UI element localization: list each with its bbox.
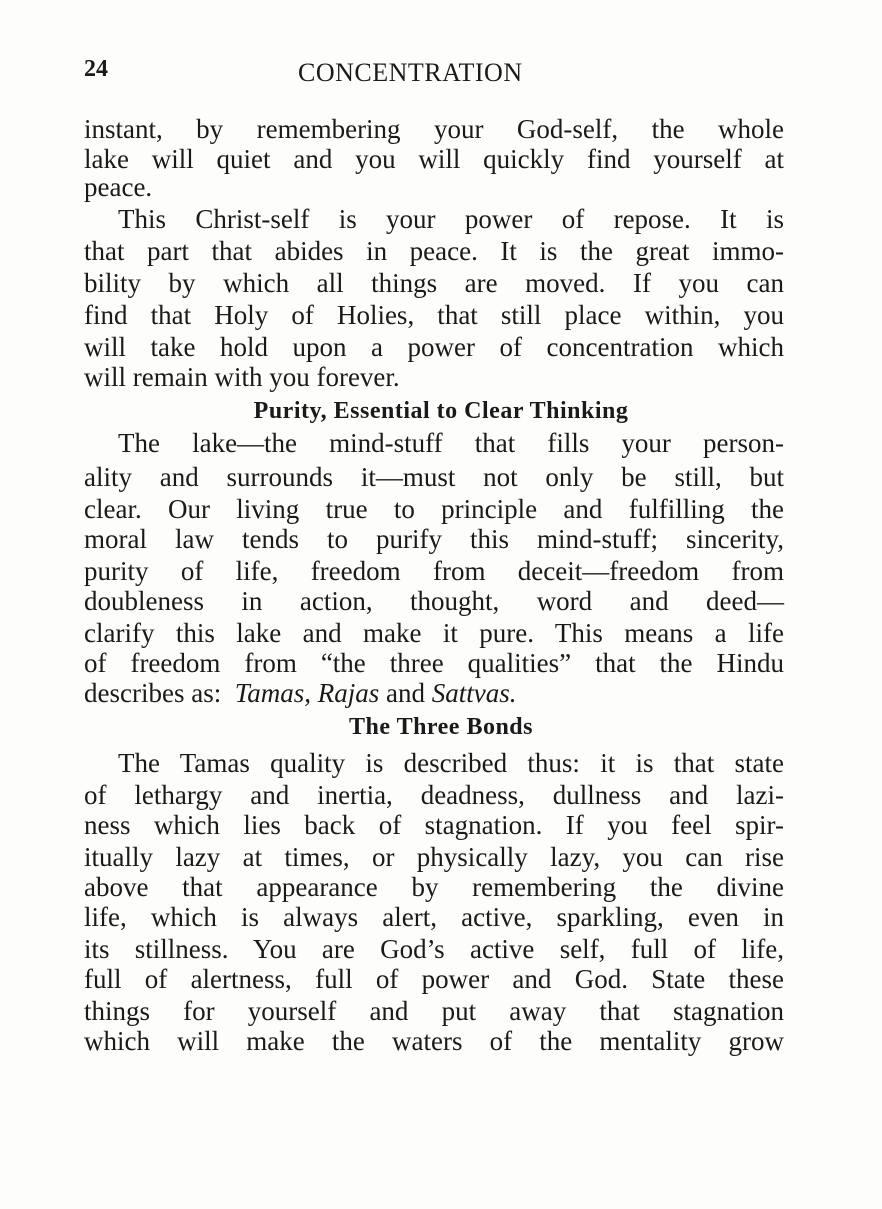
section-heading-purity: Purity, Essential to Clear Thinking xyxy=(253,398,629,424)
text-line: doubleness in action, thought, word and deed— xyxy=(84,586,784,616)
text-line: ality and surrounds it—must not only be still, but xyxy=(84,462,784,492)
term-sattvas: Sattvas. xyxy=(431,678,517,708)
text-line: moral law tends to purify this mind-stuff; sincerity, xyxy=(84,524,784,554)
section-heading-bonds: The Three Bonds xyxy=(349,714,533,740)
qualities-prefix: describes as: xyxy=(84,678,222,708)
text-line: itually lazy at times, or physically lazy, you can rise xyxy=(84,842,784,872)
text-line: bility by which all things are moved. If you can xyxy=(84,268,784,298)
term-rajas: Rajas xyxy=(317,678,380,708)
text-line: lake will quiet and you will quickly find yourself at xyxy=(84,144,784,174)
qualities-and: and xyxy=(386,678,425,708)
text-line: purity of life, freedom from deceit—freedom from xyxy=(84,556,784,586)
text-line: of lethargy and inertia, deadness, dullness and lazi- xyxy=(84,780,784,810)
text-line: will take hold upon a power of concentration which xyxy=(84,332,784,362)
term-tamas: Tamas, xyxy=(234,678,311,708)
text-line: find that Holy of Holies, that still place within, you xyxy=(84,300,784,330)
text-line: The Tamas quality is described thus: it is that state xyxy=(118,748,784,778)
text-line: This Christ-self is your power of repose. It is xyxy=(118,204,784,234)
text-line: which will make the waters of the mentality grow xyxy=(84,1026,784,1056)
text-line: that part that abides in peace. It is the great immo- xyxy=(84,236,784,266)
text-line: its stillness. You are God’s active self, full of life, xyxy=(84,934,784,964)
text-line-qualities xyxy=(84,678,784,708)
text-line: things for yourself and put away that stagnation xyxy=(84,996,784,1026)
text-line: of freedom from “the three qualities” that the Hindu xyxy=(84,648,784,678)
text-line: above that appearance by remembering the divine xyxy=(84,872,784,902)
text-line: life, which is always alert, active, sparkling, even in xyxy=(84,902,784,932)
text-line: clarify this lake and make it pure. This means a life xyxy=(84,618,784,648)
text-line: clear. Our living true to principle and fulfilling the xyxy=(84,494,784,524)
text-line: peace. xyxy=(84,172,153,202)
text-line: will remain with you forever. xyxy=(84,362,400,392)
text-line: instant, by remembering your God-self, the whole xyxy=(84,114,784,144)
text-line: ness which lies back of stagnation. If you feel spir- xyxy=(84,810,784,840)
running-head: CONCENTRATION xyxy=(298,58,523,87)
text-line: full of alertness, full of power and God. State these xyxy=(84,964,784,994)
page-number: 24 xyxy=(84,56,108,82)
text-line: The lake—the mind-stuff that fills your person- xyxy=(118,428,784,458)
